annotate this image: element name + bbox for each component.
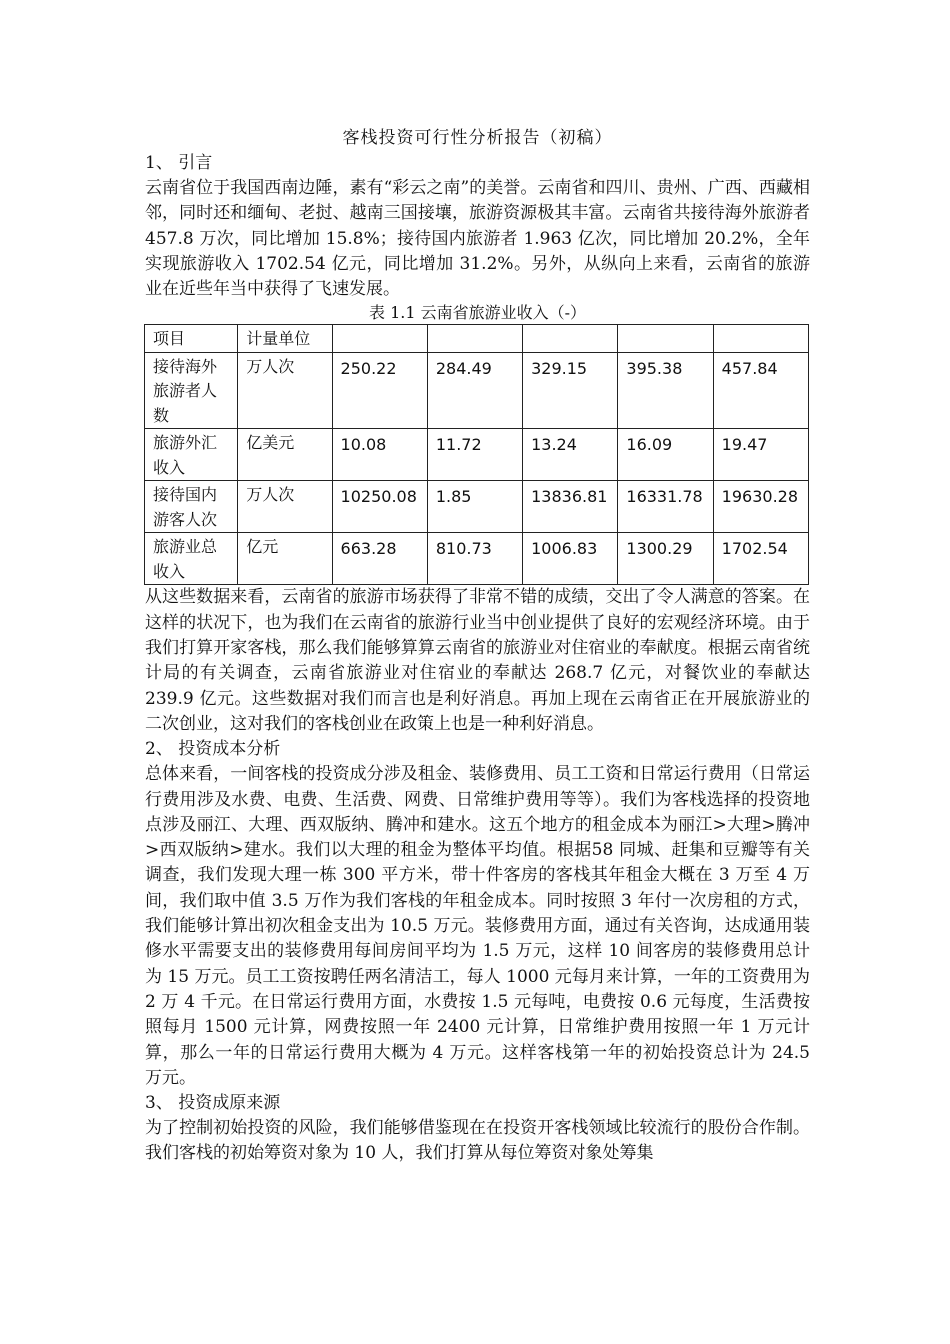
intro-paragraph: 云南省位于我国西南边陲，素有“彩云之南”的美誉。云南省和四川、贵州、广西、西藏相邻，同时还和缅甸、老挝、越南三国接壤，旅游资源极其丰富。云南省共接待海外旅游者 457.8 万次，同比增加 15.8%；接待国内旅游者 1.963 亿次，同比增加 20.2%，全年实现旅游收入 1702.54 亿元，同比增加 31.2%。另外，从纵向上来看，云南省的旅游业在近些年当中获得了飞速发展。: [145, 178, 810, 300]
table-cell-value: 16.09: [618, 429, 713, 481]
table-cell-value: 19.47: [713, 429, 808, 481]
table-cell-unit: 亿元: [238, 533, 332, 585]
table-cell-value: 284.49: [427, 352, 522, 429]
table-header-cell: [523, 325, 618, 353]
section-heading-cost: 2、 投资成本分析: [145, 739, 281, 760]
section-heading-intro: 1、 引言: [145, 153, 213, 173]
table-cell-value: 13.24: [523, 429, 618, 481]
table-cell-item: 接待国内游客人次: [145, 481, 238, 533]
section-heading-funding: 3、 投资成原来源: [145, 1093, 281, 1114]
table-cell-value: 810.73: [427, 533, 522, 585]
table-header-cell: [427, 325, 522, 353]
analysis-paragraph: 从这些数据来看，云南省的旅游市场获得了非常不错的成绩，交出了令人满意的答案。在这样的状况下，也为我们在云南省的旅游行业当中创业提供了良好的宏观经济环境。由于我们打算开家客栈，那么我们能够算算云南省的旅游业对住宿业的奉献度。根据云南省统计局的有关调查，云南省旅游业对住宿业的奉献达 268.7 亿元，对餐饮业的奉献达 239.9 亿元。这些数据对我们而言也是利好消息。再加上现在云南省正在开展旅游业的二次创业，这对我们的客栈创业在政策上也是一种利好消息。: [145, 587, 810, 734]
table-cell-unit: 万人次: [238, 481, 332, 533]
document-content: [145, 125, 810, 1167]
table-row: [145, 429, 809, 481]
table-cell-value: 329.15: [523, 352, 618, 429]
table-cell-value: 663.28: [332, 533, 427, 585]
table-header-cell: 项目: [145, 325, 238, 353]
table-cell-value: 10.08: [332, 429, 427, 481]
table-header-cell: [332, 325, 427, 353]
table-header-cell: [618, 325, 713, 353]
table-cell-item: 接待海外旅游者人数: [145, 352, 238, 429]
table-cell-value: 11.72: [427, 429, 522, 481]
funding-paragraph: 为了控制初始投资的风险，我们能够借鉴现在在投资开客栈领域比较流行的股份合作制。我们客栈的初始筹资对象为 10 人，我们打算从每位筹资对象处筹集: [145, 1118, 810, 1164]
table-cell-value: 16331.78: [618, 481, 713, 533]
table-header-row: [145, 325, 809, 353]
table-row: [145, 352, 809, 429]
table-caption: 表 1.1 云南省旅游业收入（-）: [368, 303, 587, 323]
table-cell-unit: 亿美元: [238, 429, 332, 481]
table-cell-value: 1006.83: [523, 533, 618, 585]
document-title: 客栈投资可行性分析报告（初稿）: [342, 128, 613, 148]
table-cell-value: 13836.81: [523, 481, 618, 533]
table-header-cell: 计量单位: [238, 325, 332, 353]
table-cell-value: 1702.54: [713, 533, 808, 585]
cost-paragraph: 总体来看，一间客栈的投资成分涉及租金、装修费用、员工工资和日常运行费用（日常运行费用涉及水费、电费、生活费、网费、日常维护费用等等）。我们为客栈选择的投资地点涉及丽江、大理、西双版纳、腾冲和建水。这五个地方的租金成本为丽江>大理>腾冲>西双版纳>建水。我们以大理的租金为整体平均值。根据58 同城、赶集和豆瓣等有关调查，我们发现大理一栋 300 平方米，带十件客房的客栈其年租金大概在 3 万至 4 万间，我们取中值 3.5 万作为我们客栈的年租金成本。同时按照 3 年付一次房租的方式，我们能够计算出初次租金支出为 10.5 万元。装修费用方面，通过有关咨询，达成通用装修水平需要支出的装修费用每间房间平均为 1.5 万元，这样 10 间客房的装修费用总计为 15 万元。员工工资按聘任两名清洁工，每人 1000 元每月来计算，一年的工资费用为 2 万 4 千元。在日常运行费用方面，水费按 1.5 元每吨，电费按 0.6 元每度，生活费按照每月 1500 元计算，网费按照一年 2400 元计算，日常维护费用按照一年 1 万元计算，那么一年的日常运行费用大概为 4 万元。这样客栈第一年的初始投资总计为 24.5 万元。: [145, 764, 810, 1088]
table-cell-value: 1300.29: [618, 533, 713, 585]
table-cell-value: 457.84: [713, 352, 808, 429]
table-row: [145, 533, 809, 585]
table-cell-value: 10250.08: [332, 481, 427, 533]
table-cell-item: 旅游外汇收入: [145, 429, 238, 481]
table-cell-item: 旅游业总收入: [145, 533, 238, 585]
table-cell-unit: 万人次: [238, 352, 332, 429]
table-cell-value: 1.85: [427, 481, 522, 533]
tourism-income-table: [144, 324, 809, 585]
table-cell-value: 395.38: [618, 352, 713, 429]
table-row: [145, 481, 809, 533]
table-header-cell: [713, 325, 808, 353]
table-cell-value: 19630.28: [713, 481, 808, 533]
table-cell-value: 250.22: [332, 352, 427, 429]
